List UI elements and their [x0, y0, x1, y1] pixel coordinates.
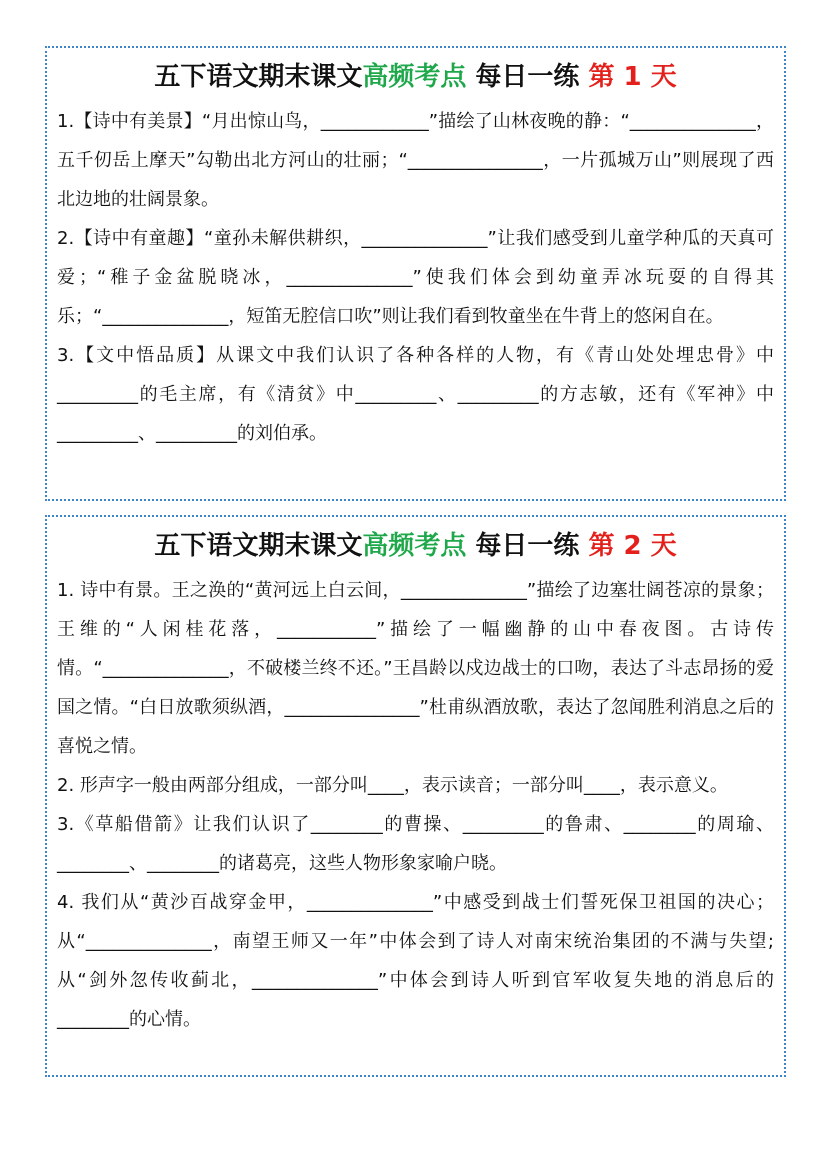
title-part-highlight: 高频考点 [362, 62, 467, 92]
practice-card-day-2 [45, 515, 786, 1077]
question-list [47, 571, 784, 1039]
question-item: 4. 我们从“黄沙百战穿金甲，______________”中感受到战士们誓死保卫祖国的决心；从“______________，南望王师又一年”中体会到了诗人对南宋统治集团的不满与失望;从“剑外忽传收蓟北，______________”中体会到诗人听到官军收复失地的消息后的________的心情。 [57, 892, 774, 1030]
title-part-main: 五下语文期末课文 [154, 531, 363, 561]
question-item: 1. 诗中有景。王之涣的“黄河远上白云间，______________”描绘了边塞壮阔苍凉的景象；王维的“人闲桂花落，___________”描绘了一幅幽静的山中春夜图。古诗传情。“______________，不破楼兰终不还。”王昌龄以戍边战士的口吻，表达了斗志昂扬的爱国之情。“白日放歌须纵酒，_______________”杜甫纵酒放歌，表达了忽闻胜利消息之后的喜悦之情。 [57, 580, 774, 757]
title-part-highlight: 高频考点 [362, 531, 467, 561]
title-part-daily: 每日一练 [466, 531, 589, 561]
card-title [47, 62, 784, 92]
question-item: 2.【诗中有童趣】“童孙未解供耕织，______________”让我们感受到儿童学种瓜的天真可爱；“稚子金盆脱晓冰，______________”使我们体会到幼童弄冰玩耍的自得其乐；“______________，短笛无腔信口吹”则让我们看到牧童坐在牛背上的悠闲自在。 [57, 228, 774, 327]
title-part-day: 第 1 天 [588, 62, 677, 92]
question-item: 2. 形声字一般由两部分组成，一部分叫____，表示读音；一部分叫____，表示意义。 [57, 775, 728, 796]
title-part-main: 五下语文期末课文 [154, 62, 363, 92]
question-list [47, 102, 784, 453]
question-item: 3.《草船借箭》让我们认识了________的曹操、_________的鲁肃、________的周瑜、________、________的诸葛亮，这些人物形象家喻户晓。 [57, 814, 774, 874]
title-part-daily: 每日一练 [466, 62, 589, 92]
question-item: 1.【诗中有美景】“月出惊山鸟，____________”描绘了山林夜晚的静：“______________，五千仞岳上摩天”勾勒出北方河山的壮丽；“_______________，一片孤城万山”则展现了西北边地的壮阔景象。 [57, 111, 774, 210]
question-item: 3.【文中悟品质】从课文中我们认识了各种各样的人物，有《青山处处埋忠骨》中_________的毛主席，有《清贫》中_________、_________的方志敏，还有《军神》中_________、_________的刘伯承。 [57, 345, 774, 444]
title-part-day: 第 2 天 [588, 531, 677, 561]
practice-card-day-1 [45, 46, 786, 501]
card-title [47, 531, 784, 561]
